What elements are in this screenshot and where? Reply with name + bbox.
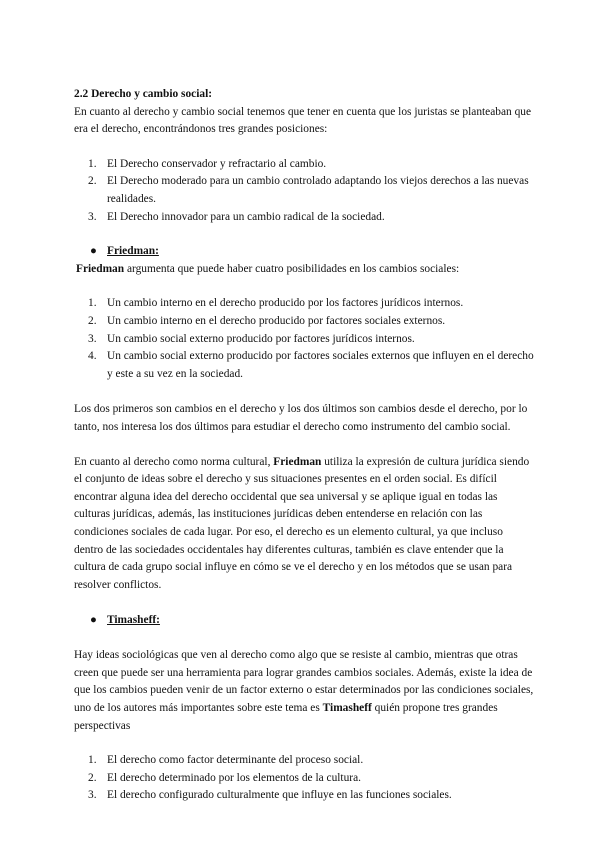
friedman-intro: Friedman argumenta que puede haber cuatro posibilidades en los cambios sociales: [76, 262, 460, 275]
list-item: 1. Un cambio interno en el derecho producido por los factores jurídicos internos. [88, 297, 464, 310]
friedman-paragraph-1: Los dos primeros son cambios en el derecho y los dos últimos son cambios desde el derecho, por lo tanto, nos interesa los dos últimos para estudiar el derecho como instrumento del cambio social. [74, 402, 528, 433]
list-item: 2. Un cambio interno en el derecho producido por factores sociales externos. [88, 314, 446, 327]
list-item: 3. El derecho configurado culturalmente que influye en las funciones sociales. [88, 789, 452, 802]
document-page [74, 86, 534, 805]
intro-paragraph: En cuanto al derecho y cambio social tenemos que tener en cuenta que los juristas se planteaban que era el derecho, encontrándonos tres grandes posiciones: [74, 105, 532, 136]
list-item: 2. El Derecho moderado para un cambio controlado adaptando los viejos derechos a las nuevas realidades. [88, 175, 529, 205]
timasheff-heading: ● Timasheff: [74, 612, 534, 630]
section-title: 2.2 Derecho y cambio social: [74, 88, 213, 100]
friedman-paragraph-2: En cuanto al derecho como norma cultural, Friedman utiliza la expresión de cultura jurídica siendo el conjunto de ideas sobre el derecho y sus situaciones presentes en el orden social. Es difícil encontrar alguna idea del derecho occidental que sea universal y se aplique igual en todas las culturas jurídicas, además, las instituciones jurídicas deben entenderse en relación con las condiciones sociales de cada lugar. Por eso, el derecho es un elemento cultural, ya que incluso dentro de las sociedades occidentales hay diferentes culturas, también es clave entender que la cultura de cada grupo social influye en cómo se ve el derecho y en los métodos que se usan para resolver conflictos. [74, 455, 530, 591]
perspectives-list [74, 752, 534, 805]
bullet-icon: ● [90, 245, 97, 258]
list-item: 1. El derecho como factor determinante del proceso social. [88, 754, 364, 767]
list-item: 3. Un cambio social externo producido por factores jurídicos internos. [88, 332, 415, 345]
positions-list [74, 156, 534, 226]
possibilities-list [74, 295, 534, 383]
friedman-heading: ● Friedman: [74, 243, 534, 261]
list-item: 4. Un cambio social externo producido por factores sociales externos que influyen en el derecho y este a su vez en la sociedad. [88, 350, 534, 380]
list-item: 1. El Derecho conservador y refractario al cambio. [88, 157, 327, 170]
bullet-icon: ● [90, 614, 97, 627]
list-item: 3. El Derecho innovador para un cambio radical de la sociedad. [88, 210, 385, 223]
timasheff-paragraph: Hay ideas sociológicas que ven al derecho como algo que se resiste al cambio, mientras que otras creen que puede ser una herramienta para lograr grandes cambios sociales. Además, existe la idea de que los cambios pueden venir de un factor externo o estar determinados por las condiciones sociales, uno de los autores más importantes sobre este tema es Timasheff quién propone tres grandes perspectivas [74, 649, 534, 732]
list-item: 2. El derecho determinado por los elementos de la cultura. [88, 771, 361, 784]
